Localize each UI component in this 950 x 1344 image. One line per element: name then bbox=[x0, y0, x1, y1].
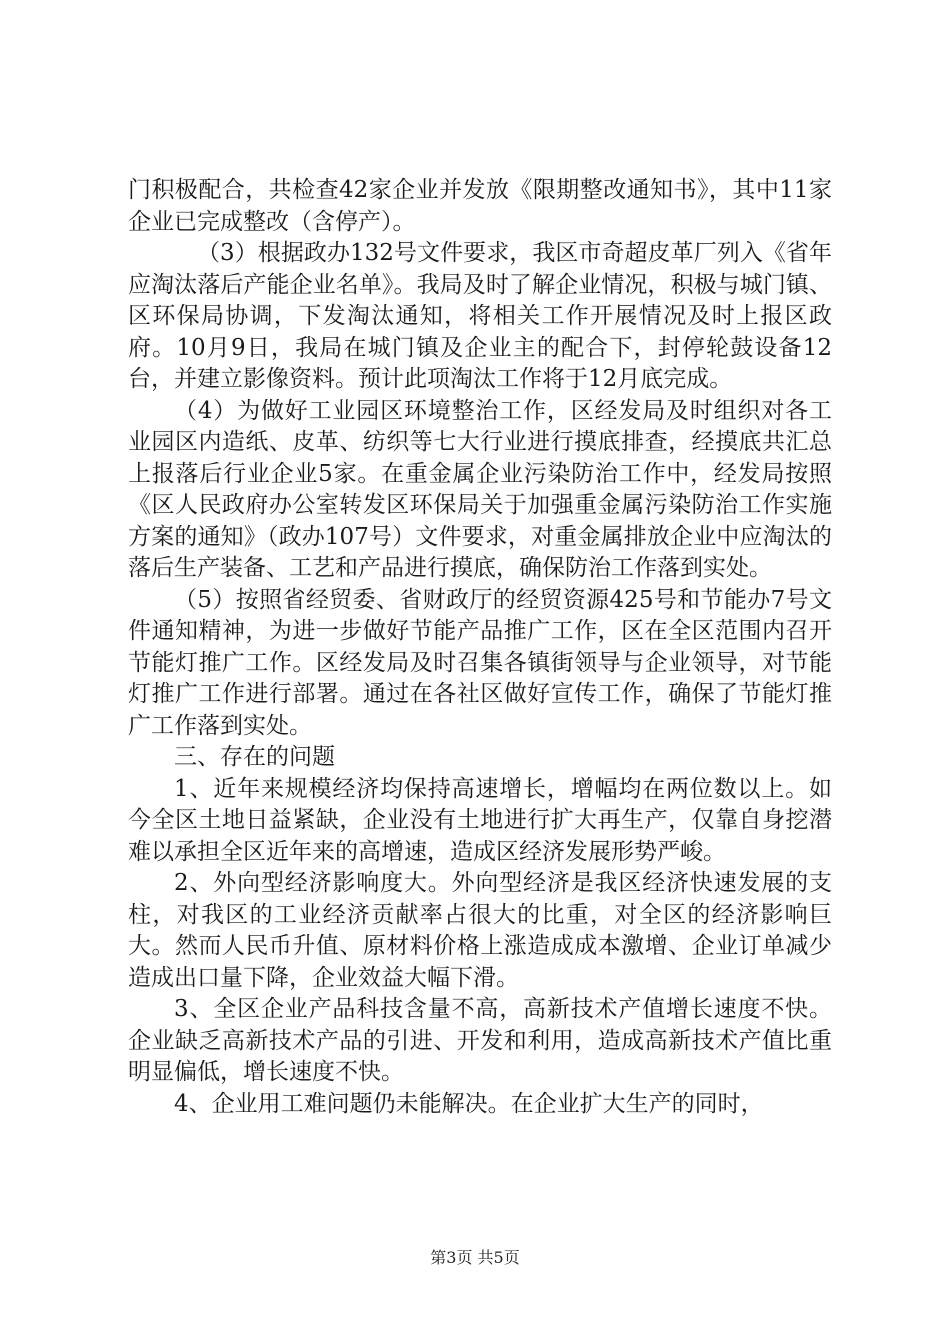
paragraph-item-3: （3）根据政办132号文件要求，我区市奇超皮革厂列入《省年应淘汰落后产能企业名单》。我局及时了解企业情况，积极与城门镇、区环保局协调，下发淘汰通知，将相关工作开展情况及时上报区政府。10月9日，我局在城门镇及企业主的配合下，封停轮鼓设备12台，并建立影像资料。预计此项淘汰工作将于12月底完成。 bbox=[128, 240, 832, 392]
page-footer: 第3页 共5页 bbox=[430, 1248, 520, 1267]
paragraph-item-5: （5）按照省经贸委、省财政厅的经贸资源425号和节能办7号文件通知精神，为进一步做好节能产品推广工作，区在全区范围内召开节能灯推广工作。区经发局及时召集各镇街领导与企业领导，对节能灯推广工作进行部署。通过在各社区做好宣传工作，确保了节能灯推广工作落到实处。 bbox=[128, 586, 832, 739]
paragraph-continuation: 门积极配合，共检查42家企业并发放《限期整改通知书》，其中11家企业已完成整改（含停产）。 bbox=[128, 177, 832, 235]
section-heading: 三、存在的问题 bbox=[174, 744, 335, 770]
paragraph-problem-2: 2、外向型经济影响度大。外向型经济是我区经济快速发展的支柱，对我区的工业经济贡献率占很大的比重，对全区的经济影响巨大。然而人民币升值、原材料价格上涨造成成本激增、企业订单减少造成出口量下降，企业效益大幅下滑。 bbox=[128, 870, 832, 991]
document-body bbox=[128, 175, 832, 1120]
paragraph-problem-4: 4、企业用工难问题仍未能解决。在企业扩大生产的同时， bbox=[174, 1090, 764, 1117]
paragraph-item-4: （4）为做好工业园区环境整治工作，区经发局及时组织对各工业园区内造纸、皮革、纺织等七大行业进行摸底排查，经摸底共汇总上报落后行业企业5家。在重金属企业污染防治工作中，经发局按照《区人民政府办公室转发区环保局关于加强重金属污染防治工作实施方案的通知》（政办107号）文件要求，对重金属排放企业中应淘汰的落后生产装备、工艺和产品进行摸底，确保防治工作落到实处。 bbox=[128, 397, 832, 581]
paragraph-problem-1: 1、近年来规模经济均保持高速增长，增幅均在两位数以上。如今全区土地日益紧缺，企业没有土地进行扩大再生产，仅靠自身挖潜难以承担全区近年来的高增速，造成区经济发展形势严峻。 bbox=[128, 775, 832, 865]
paragraph-problem-3: 3、全区企业产品科技含量不高，高新技术产值增长速度不快。企业缺乏高新技术产品的引进、开发和利用，造成高新技术产值比重明显偏低，增长速度不快。 bbox=[128, 996, 832, 1085]
